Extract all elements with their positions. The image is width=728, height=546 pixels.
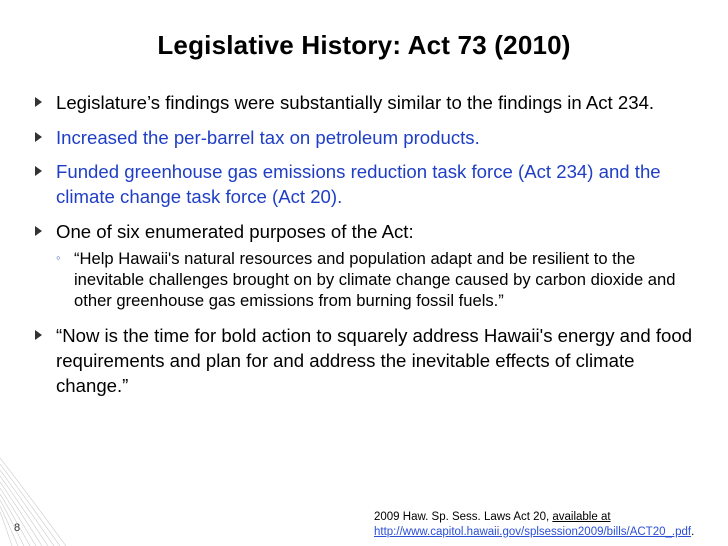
bullet-text: “Now is the time for bold action to squarely address Hawaii's energy and food requirements and plan for and address the inevitable effects of climate change.” xyxy=(56,325,693,396)
bullet-text: One of six enumerated purposes of the Act: xyxy=(56,221,414,242)
bullet-item xyxy=(34,90,704,115)
footnote-citation: 2009 Haw. Sp. Sess. Laws Act 20, xyxy=(374,511,553,523)
bullet-text: Legislature’s findings were substantially similar to the findings in Act 234. xyxy=(56,92,655,113)
bullet-text: Funded greenhouse gas emissions reduction task force (Act 234) and the climate change task force (Act 20). xyxy=(56,161,661,207)
bullet-item xyxy=(34,125,704,150)
corner-decoration xyxy=(0,456,70,546)
page-number: 8 xyxy=(14,522,21,534)
footnote-available-at: available at xyxy=(552,511,611,523)
slide-title: Legislative History: Act 73 (2010) xyxy=(157,30,571,60)
circle-bullet-icon: ◦ xyxy=(56,250,61,265)
triangle-bullet-icon xyxy=(34,323,56,341)
bullet-text: Increased the per-barrel tax on petroleum products. xyxy=(56,127,480,148)
triangle-bullet-icon xyxy=(34,90,56,108)
triangle-bullet-icon xyxy=(34,125,56,143)
bullet-item xyxy=(34,219,704,244)
sub-bullet-item xyxy=(56,248,704,311)
triangle-bullet-icon xyxy=(34,159,56,177)
triangle-bullet-icon xyxy=(34,219,56,237)
footnote xyxy=(374,510,726,540)
sub-bullet-text: “Help Hawaii's natural resources and population adapt and be resilient to the inevitable challenges brought on by climate change caused by carbon dioxide and other greenhouse gas emissions from burning fossil fuels.” xyxy=(74,249,676,310)
bullet-list xyxy=(34,90,704,398)
footnote-link[interactable]: http://www.capitol.hawaii.gov/splsession2009/bills/ACT20_.pdf xyxy=(374,526,692,538)
bullet-item xyxy=(34,159,704,209)
footnote-trailing: . xyxy=(691,526,695,538)
bullet-item xyxy=(34,323,704,398)
